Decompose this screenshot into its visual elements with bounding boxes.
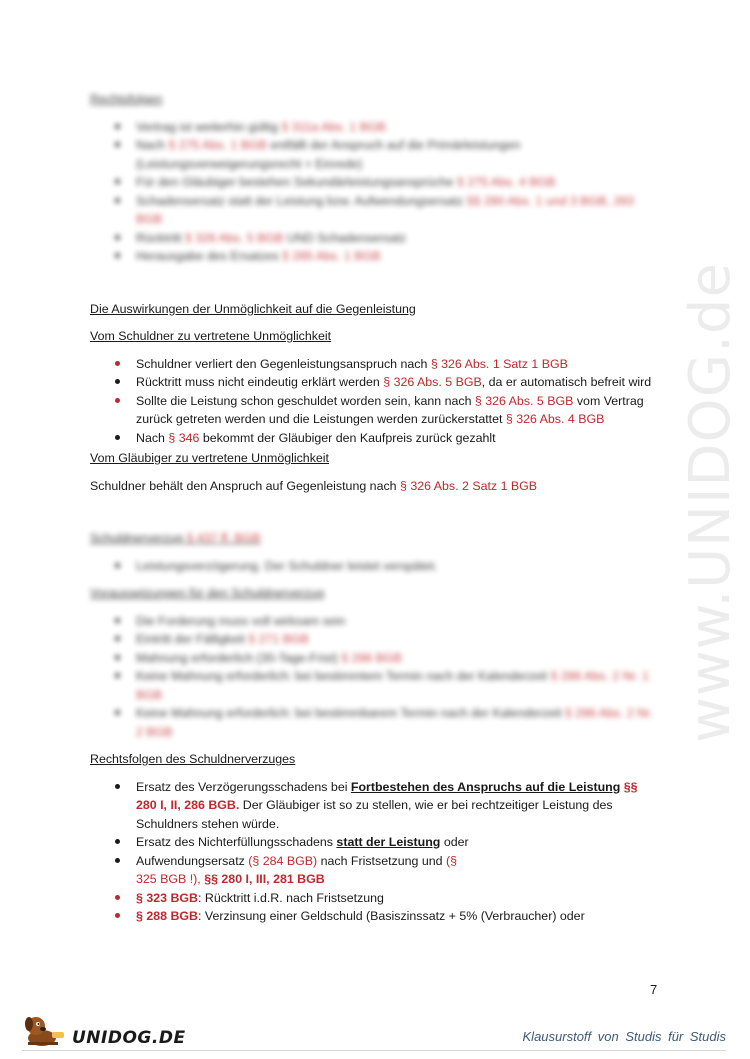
list-item: Vertrag ist weiterhin gültig § 311a Abs. 1 BGB — [90, 118, 660, 137]
logo-text: UNIDOG.DE — [72, 1028, 186, 1048]
footer-tagline: Klausurstoff von Studis für Studis — [522, 1029, 726, 1044]
blurred-heading: Schuldnerverzug § 437 ff. BGB — [90, 531, 261, 545]
list-item: Eintritt der Fälligkeit § 271 BGB — [90, 630, 660, 649]
list-item: Aufwendungsersatz (§ 284 BGB) nach Fristsetzung und (§ 325 BGB !), §§ 280 I, III, 281 BGB — [90, 852, 481, 889]
page-content — [90, 90, 660, 926]
footer-divider — [22, 1050, 726, 1051]
list-item: Für den Gläubiger bestehen Sekundärleistungsansprüche § 275 Abs. 4 BGB — [90, 173, 660, 192]
blurred-subheading: Voraussetzungen für den Schuldnerverzug — [90, 586, 325, 600]
list-item: Nach § 275 Abs. 1 BGB entfällt der Anspruch auf die Primärleistungen (Leistungsverweigerungsrecht + Einrede) — [90, 136, 660, 173]
list-item: Rücktritt § 326 Abs. 5 BGB UND Schadensersatz — [90, 229, 660, 248]
list-item: Keine Mahnung erforderlich: bei bestimmbarem Termin nach der Kalenderzeit § 286 Abs. 2 Nr. 2 BGB — [90, 704, 660, 741]
page-number: 7 — [650, 982, 658, 997]
list-item: Keine Mahnung erforderlich: bei bestimmtem Termin nach der Kalenderzeit § 286 Abs. 2 Nr. 1 BGB — [90, 667, 660, 704]
glaeubiger-paragraph: Schuldner behält den Anspruch auf Gegenleistung nach § 326 Abs. 2 Satz 1 BGB — [90, 478, 538, 493]
blurred-section-mid — [90, 529, 660, 741]
list-item: Sollte die Leistung schon geschuldet worden sein, kann nach § 326 Abs. 5 BGB vom Vertrag zurück getreten werden und die Leistungen werden zurückerstattet § 326 Abs. 4 BGB — [90, 392, 660, 429]
section-heading: Die Auswirkungen der Unmöglichkeit auf die Gegenleistung — [90, 301, 416, 316]
list-item: Ersatz des Nichterfüllungsschadens statt der Leistung oder — [90, 833, 660, 852]
blurred-heading: Rechtsfolgen — [90, 92, 163, 106]
unidog-logo — [22, 1012, 186, 1048]
section-heading-verzug: Rechtsfolgen des Schuldnerverzuges — [90, 752, 296, 766]
blurred-section-top — [90, 90, 660, 266]
list-item: Ersatz des Verzögerungsschadens bei Fortbestehen des Anspruchs auf die Leistung §§ 280 I, II, 286 BGB. Der Gläubiger ist so zu stellen, wie er bei rechtzeitiger Leistung des Schuldners stehen würde. — [90, 778, 660, 834]
subheading-schuldner: Vom Schuldner zu vertretene Unmöglichkeit — [90, 329, 332, 343]
verzug-list — [90, 778, 660, 926]
list-item: Rücktritt muss nicht eindeutig erklärt werden § 326 Abs. 5 BGB, da er automatisch befreit wird — [90, 373, 660, 392]
watermark-text: www.UNIDOG.de — [677, 261, 743, 743]
list-item: Mahnung erforderlich (30-Tage-Frist) § 286 BGB — [90, 649, 660, 668]
list-item: § 288 BGB: Verzinsung einer Geldschuld (Basiszinssatz + 5% (Verbraucher) oder — [90, 907, 660, 926]
blurred-list — [90, 118, 660, 266]
list-item: Nach § 346 bekommt der Gläubiger den Kaufpreis zurück gezahlt — [90, 429, 660, 448]
watermark — [655, 262, 750, 742]
list-item: Schuldner verliert den Gegenleistungsanspruch nach § 326 Abs. 1 Satz 1 BGB — [90, 355, 660, 374]
list-item: § 323 BGB: Rücktritt i.d.R. nach Fristsetzung — [90, 889, 660, 908]
schuldner-list — [90, 355, 660, 448]
list-item: Die Forderung muss voll wirksam sein — [90, 612, 660, 631]
dog-mascot-icon — [22, 1012, 68, 1048]
list-item: Schadensersatz statt der Leistung bzw. Aufwendungsersatz §§ 280 Abs. 1 und 3 BGB, 283 BGB — [90, 192, 660, 229]
list-item: Herausgabe des Ersatzes § 285 Abs. 1 BGB — [90, 247, 660, 266]
subheading-glaeubiger: Vom Gläubiger zu vertretene Unmöglichkeit — [90, 451, 329, 465]
list-item: Leistungsverzögerung. Der Schuldner leistet verspätet. — [90, 557, 660, 576]
